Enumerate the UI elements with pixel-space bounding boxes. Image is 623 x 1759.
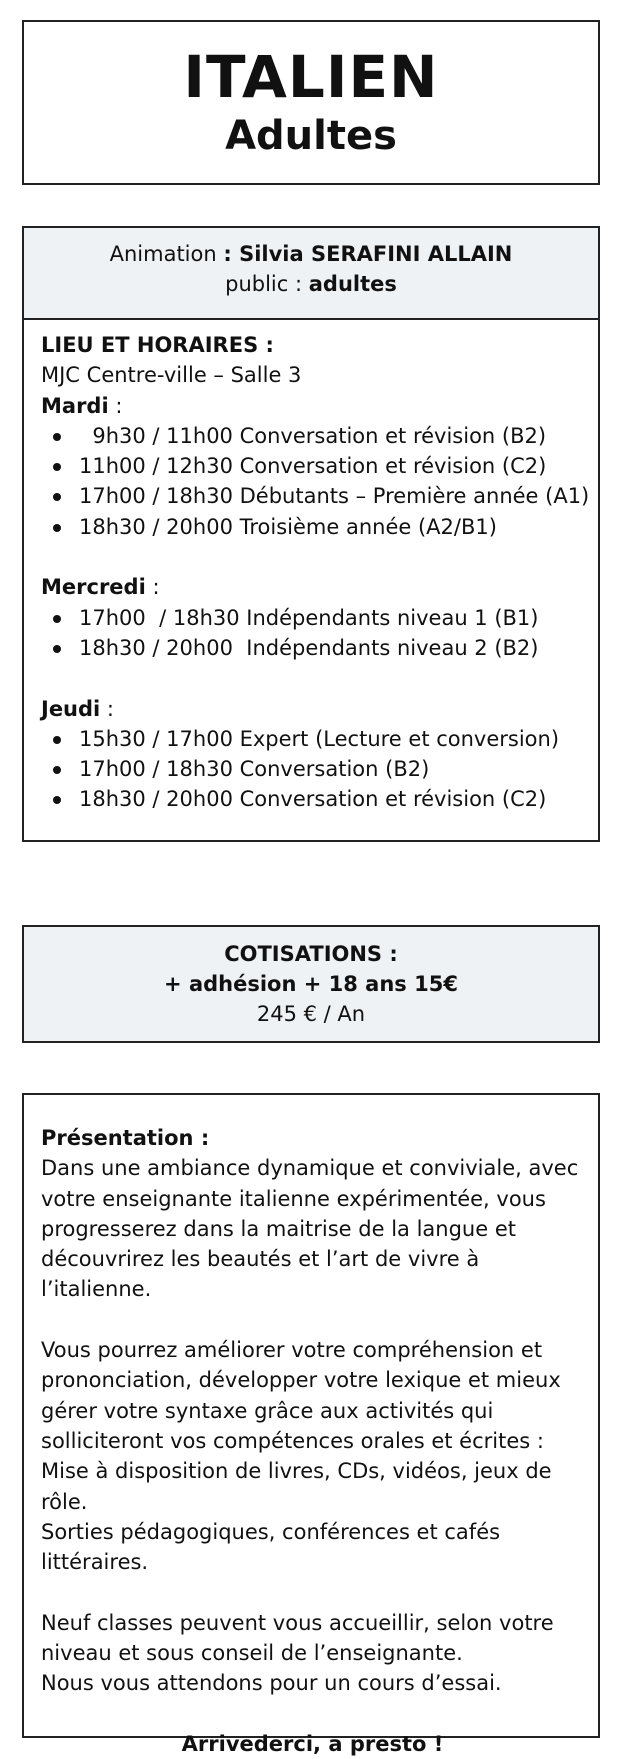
schedule-item: 11h00 / 12h30 Conversation et révision (C2) — [41, 451, 598, 481]
day-heading-thursday — [41, 694, 598, 724]
annual-price: 245 € / An — [256, 1002, 366, 1026]
fees-heading: COTISATIONS : — [224, 942, 398, 966]
day-heading-wednesday — [41, 572, 598, 602]
presentation-paragraph: Dans une ambiance dynamique et conviviale, avec votre enseignante italienne expérimentée, vous progresserez dans la maitrise de la langue et découvrirez les beautés et l’art de vivre à l’italienne. — [41, 1156, 579, 1302]
public-value: adultes — [308, 272, 397, 296]
closing-line: Arrivederci, a presto ! — [181, 1731, 444, 1756]
public-label: public : — [225, 272, 309, 296]
schedule-list-thursday — [41, 724, 598, 815]
schedule-item: 18h30 / 20h00 Troisième année (A2/B1) — [41, 512, 598, 542]
schedule-list-wednesday — [41, 603, 598, 664]
day-separator: : — [108, 393, 123, 418]
page-subtitle: Adultes — [225, 113, 397, 159]
schedule-item: 15h30 / 17h00 Expert (Lecture et conversion) — [41, 724, 598, 754]
location-text: MJC Centre-ville – Salle 3 — [41, 363, 302, 388]
schedule-box — [22, 226, 600, 842]
schedule-item: 9h30 / 11h00 Conversation et révision (B2) — [41, 421, 598, 451]
presentation-paragraph: Neuf classes peuvent vous accueillir, selon votre niveau et sous conseil de l’enseignante. Nous vous attendons pour un cours d’essai. — [41, 1610, 554, 1696]
fees-box — [22, 925, 600, 1043]
schedule-item: 17h00 / 18h30 Débutants – Première année (A1) — [41, 481, 598, 511]
presentation-body — [24, 1095, 598, 1759]
schedule-item: 18h30 / 20h00 Conversation et révision (C2) — [41, 784, 598, 814]
day-name: Mardi — [41, 393, 109, 418]
page-title: ITALIEN — [183, 43, 439, 111]
presentation-heading: Présentation : — [41, 1126, 210, 1150]
location-heading: LIEU ET HORAIRES : — [41, 333, 274, 357]
day-name: Jeudi — [41, 696, 101, 721]
membership-fee: + adhésion + 18 ans 15€ — [164, 972, 458, 996]
day-separator: : — [145, 575, 160, 600]
schedule-body — [24, 320, 598, 815]
animation-line — [24, 239, 598, 269]
presentation-paragraph: Vous pourrez améliorer votre compréhension et prononciation, développer votre lexique et mieux gérer votre syntaxe grâce aux activités qui solliciteront vos compétences orales et écrites : Mise à disposition de livres, CDs, vidéos, jeux de rôle. Sorties pédagogiques, conférences et cafés littéraires. — [41, 1338, 561, 1575]
teacher-header — [24, 228, 598, 320]
schedule-item: 18h30 / 20h00 Indépendants niveau 2 (B2) — [41, 633, 598, 663]
schedule-item: 17h00 / 18h30 Indépendants niveau 1 (B1) — [41, 603, 598, 633]
public-line — [24, 269, 598, 299]
schedule-item: 17h00 / 18h30 Conversation (B2) — [41, 754, 598, 784]
day-heading-tuesday — [41, 391, 598, 421]
day-separator: : — [100, 696, 115, 721]
title-box — [22, 20, 600, 185]
presentation-box — [22, 1093, 600, 1756]
animation-label: Animation — [109, 242, 224, 266]
schedule-list-tuesday — [41, 421, 598, 542]
teacher-name: Silvia SERAFINI ALLAIN — [239, 242, 513, 266]
day-name: Mercredi — [41, 575, 146, 600]
animation-separator: : — [223, 242, 240, 266]
